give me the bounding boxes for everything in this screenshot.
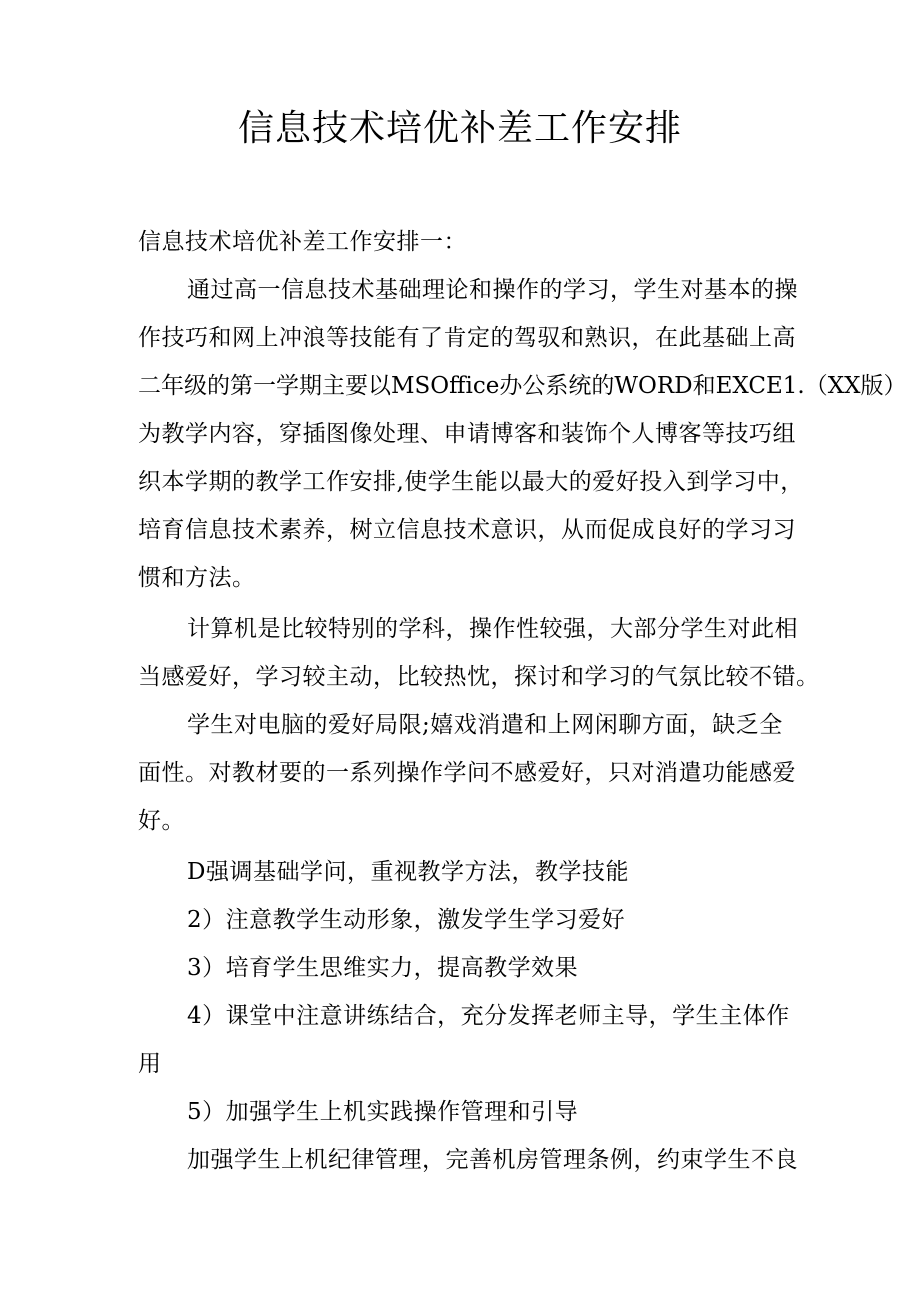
section-heading: 信息技术培优补差工作安排一： bbox=[138, 229, 467, 255]
list-item-continuation: 用 bbox=[138, 1051, 162, 1077]
paragraph-line: 当感爱好，学习较主动，比较热忱，探讨和学习的气氛比较不错。 bbox=[138, 664, 820, 690]
paragraph-line: 加强学生上机纪律管理，完善机房管理条例，约束学生不良 bbox=[187, 1147, 798, 1173]
paragraph-line: 通过高一信息技术基础理论和操作的学习，学生对基本的操 bbox=[187, 277, 798, 303]
list-item: D强调基础学问，重视教学方法，教学技能 bbox=[187, 859, 629, 885]
paragraph-line: 好。 bbox=[138, 808, 185, 834]
paragraph-line: 培育信息技术素养，树立信息技术意识，从而促成良好的学习习 bbox=[138, 517, 796, 543]
list-item: 5）加强学生上机实践操作管理和引导 bbox=[187, 1099, 579, 1125]
list-item: 4）课堂中注意讲练结合，充分发挥老师主导，学生主体作 bbox=[187, 1003, 790, 1029]
document-title: 信息技术培优补差工作安排 bbox=[237, 108, 682, 149]
paragraph-line: 计算机是比较特别的学科，操作性较强，大部分学生对此相 bbox=[187, 616, 798, 642]
paragraph-line: 学生对电脑的爱好局限;嬉戏消遣和上网闲聊方面，缺乏全 bbox=[187, 712, 783, 738]
paragraph-line: 作技巧和网上冲浪等技能有了肯定的驾驭和熟识，在此基础上高 bbox=[138, 325, 796, 351]
list-item: 2）注意教学生动形象，激发学生学习爱好 bbox=[187, 907, 626, 933]
paragraph-line: 二年级的第一学期主要以MSOffice办公系统的WORD和EXCE1.（XX版） bbox=[138, 373, 907, 399]
list-item: 3）培育学生思维实力，提高教学效果 bbox=[187, 955, 579, 981]
paragraph-line: 为教学内容，穿插图像处理、申请博客和装饰个人博客等技巧组 bbox=[138, 421, 796, 447]
paragraph-line: 面性。对教材要的一系列操作学问不感爱好，只对消遣功能感爱 bbox=[138, 760, 796, 786]
paragraph-line: 惯和方法。 bbox=[138, 565, 256, 591]
paragraph-line: 织本学期的教学工作安排,使学生能以最大的爱好投入到学习中， bbox=[138, 469, 804, 495]
